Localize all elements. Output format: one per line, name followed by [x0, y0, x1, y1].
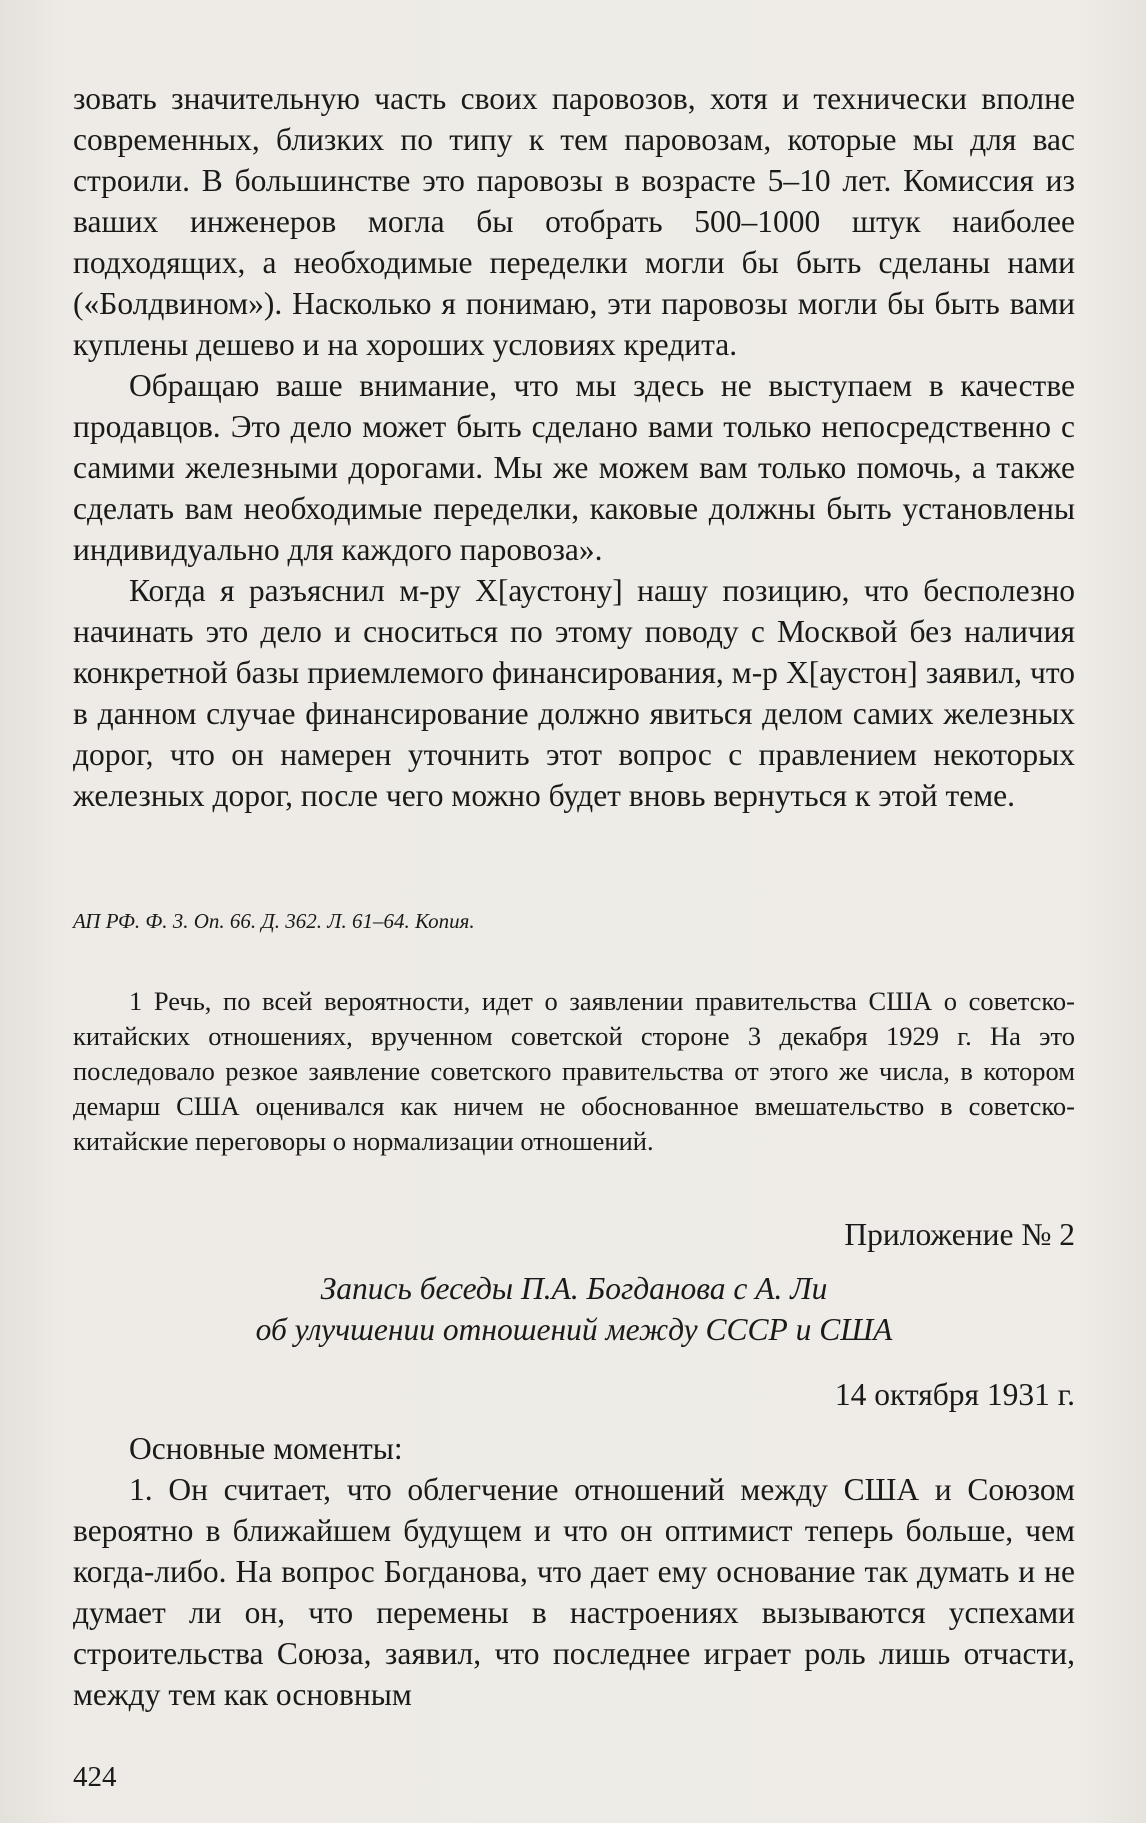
document-title-line-2: об улучшении отношений между СССР и США: [255, 1312, 893, 1347]
main-point-1: 1. Он считает, что облегчение отношений между США и Союзом вероятно в ближайшем будущем и что он оптимист теперь больше, чем когда-либо. На вопрос Богданова, что дает ему основание так думать и не думает ли он, что перемены в настроениях вызываются успехами строительства Союза, заявил, что последнее играет роль лишь отчасти, между тем как основным: [73, 1472, 1075, 1712]
page-number: 424: [73, 1761, 117, 1793]
appendix-label: Приложение № 2: [844, 1217, 1075, 1252]
document-title: [73, 1268, 1075, 1350]
paragraph-houston-position: Когда я разъяснил м-ру Х[аустону] нашу позицию, что бесполезно начинать это дело и сноситься по этому поводу с Москвой без наличия конкретной базы приемлемого финансирования, м-р Х[аустон] заявил, что в данном случае финансирование должно явиться делом самих железных дорог, что он намерен уточнить этот вопрос с правлением некоторых железных дорог, после чего можно будет вновь вернуться к этой теме.: [73, 573, 1075, 813]
paragraph-sellers-note: Обращаю ваше внимание, что мы здесь не выступаем в качестве продавцов. Это дело может быть сделано вами только непосредственно с самими железными дорогами. Мы же можем вам только помочь, а также сделать вам необходимые переделки, каковые должны быть установлены индивидуально для каждого паровоза».: [73, 368, 1075, 567]
paragraph-continuation: зовать значительную часть своих паровозов, хотя и технически вполне современных, близких по типу к тем паровозам, которые мы для вас строили. В большинстве это паровозы в возрасте 5–10 лет. Комиссия из ваших инженеров могла бы отобрать 500–1000 штук наиболее подходящих, а необходимые переделки могли бы быть сделаны нами («Болдвином»). Насколько я понимаю, эти паровозы могли бы быть вами куплены дешево и на хороших условиях кредита.: [73, 81, 1075, 362]
footnote-text: 1 Речь, по всей вероятности, идет о заявлении правительства США о советско-китайских отношениях, врученном советской стороне 3 декабря 1929 г. На это последовало резкое заявление советского правительства от этого же числа, в котором демарш США оценивался как ничем не обоснованное вмешательство в советско-китайские переговоры о нормализации отношений.: [73, 986, 1075, 1156]
main-points-heading: Основные моменты:: [129, 1431, 403, 1466]
document-date: 14 октября 1931 г.: [834, 1377, 1075, 1412]
footnote: [73, 984, 1075, 1159]
continued-letter-text: [73, 78, 1075, 816]
document-title-line-1: Запись беседы П.А. Богданова с А. Ли: [320, 1271, 828, 1306]
archive-source-note: АП РФ. Ф. 3. Оп. 66. Д. 362. Л. 61–64. Копия.: [73, 909, 475, 933]
main-points-section: [73, 1428, 1075, 1715]
